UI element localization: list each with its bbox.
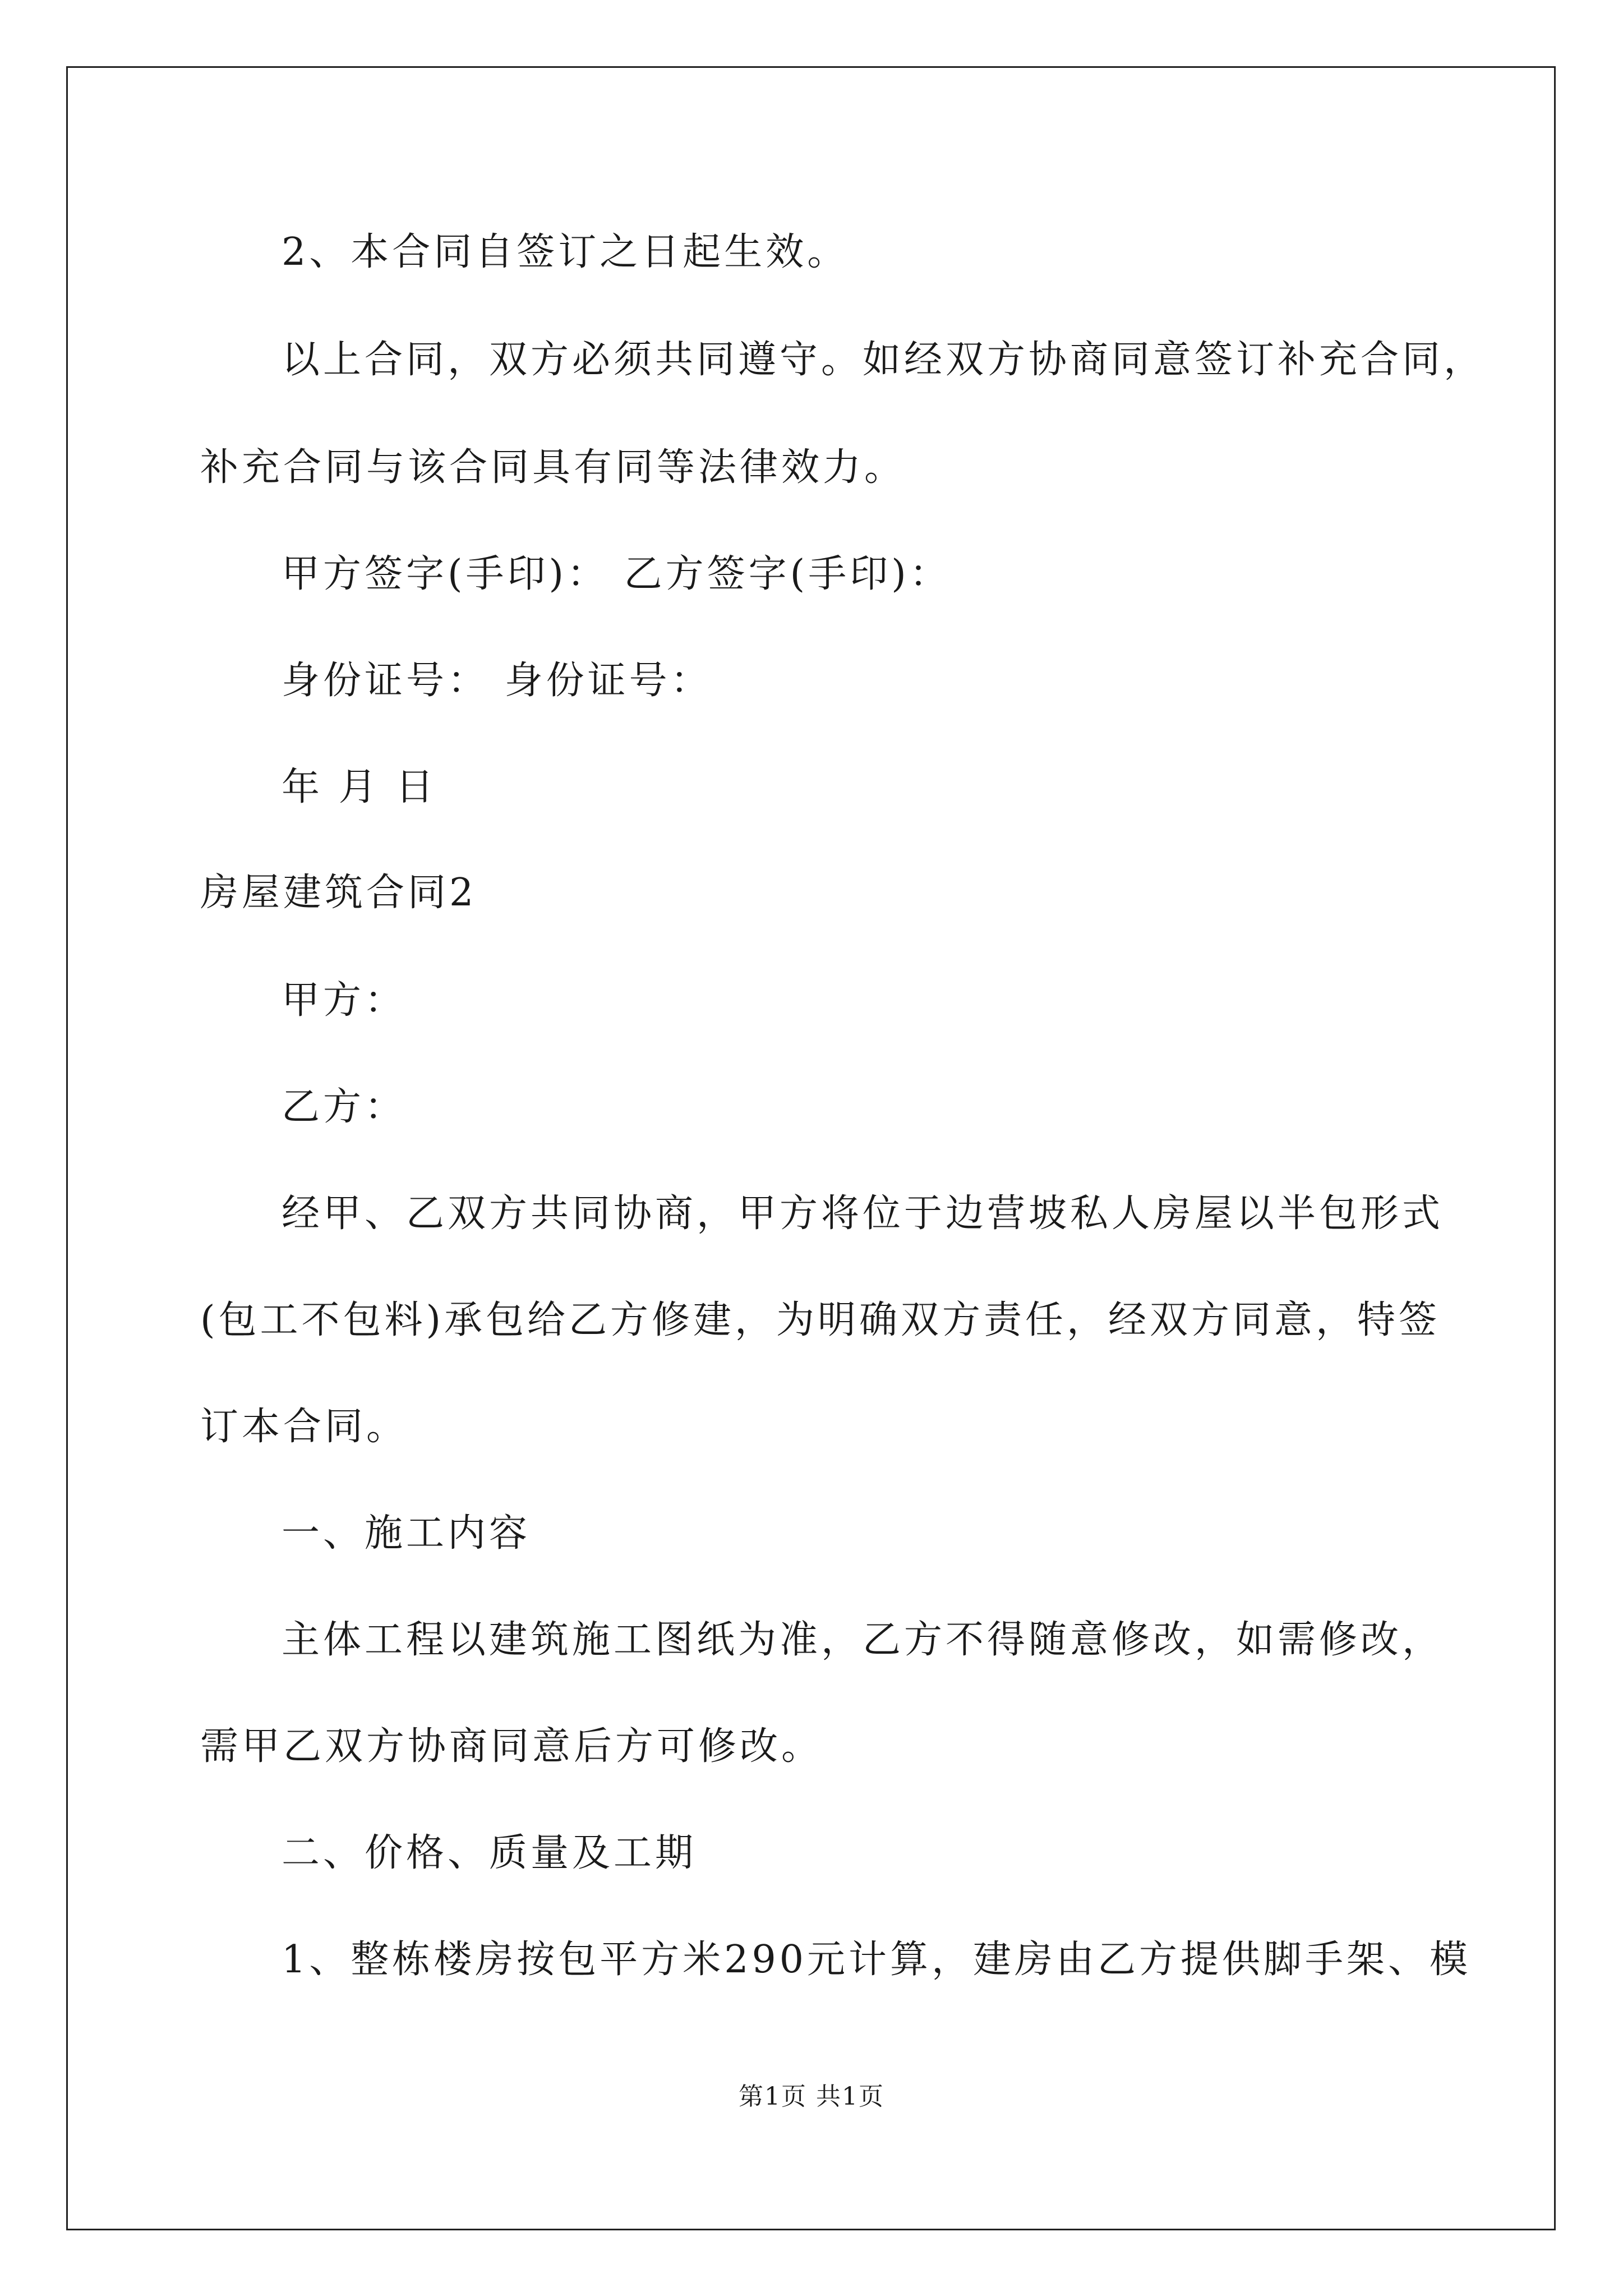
date-line: 年 月 日 [282,765,437,809]
paragraph-line: 经甲、乙双方共同协商，甲方将位于边营坡私人房屋以半包形式 [282,1191,1444,1236]
party-a-line: 甲方： [282,978,407,1023]
paragraph-line: (包工不包料)承包给乙方修建，为明确双方责任，经双方同意，特签 [200,1298,1441,1342]
paragraph-line: 1、整栋楼房按包平方米290元计算，建房由乙方提供脚手架、模 [282,1938,1472,1982]
paragraph-line: 需甲乙双方协商同意后方可修改。 [200,1724,823,1769]
clause-heading: 一、施工内容 [282,1511,531,1556]
paragraph-line: 订本合同。 [200,1405,408,1449]
id-number-line: 身份证号： 身份证号： [282,659,712,703]
party-b-line: 乙方： [282,1085,407,1129]
clause-heading: 二、价格、质量及工期 [282,1831,697,1875]
page-number-footer: 第1页 共1页 [739,2082,884,2111]
section-title: 房屋建筑合同2 [200,871,477,915]
page-border [66,66,1556,2230]
signature-line: 甲方签字(手印)： 乙方签字(手印)： [282,552,951,596]
paragraph-line: 2、本合同自签订之日起生效。 [282,230,849,274]
paragraph-line: 补充合同与该合同具有同等法律效力。 [200,445,906,490]
paragraph-line: 以上合同，双方必须共同遵守。如经双方协商同意签订补充合同， [282,338,1486,382]
paragraph-line: 主体工程以建筑施工图纸为准，乙方不得随意修改，如需修改， [282,1618,1444,1662]
